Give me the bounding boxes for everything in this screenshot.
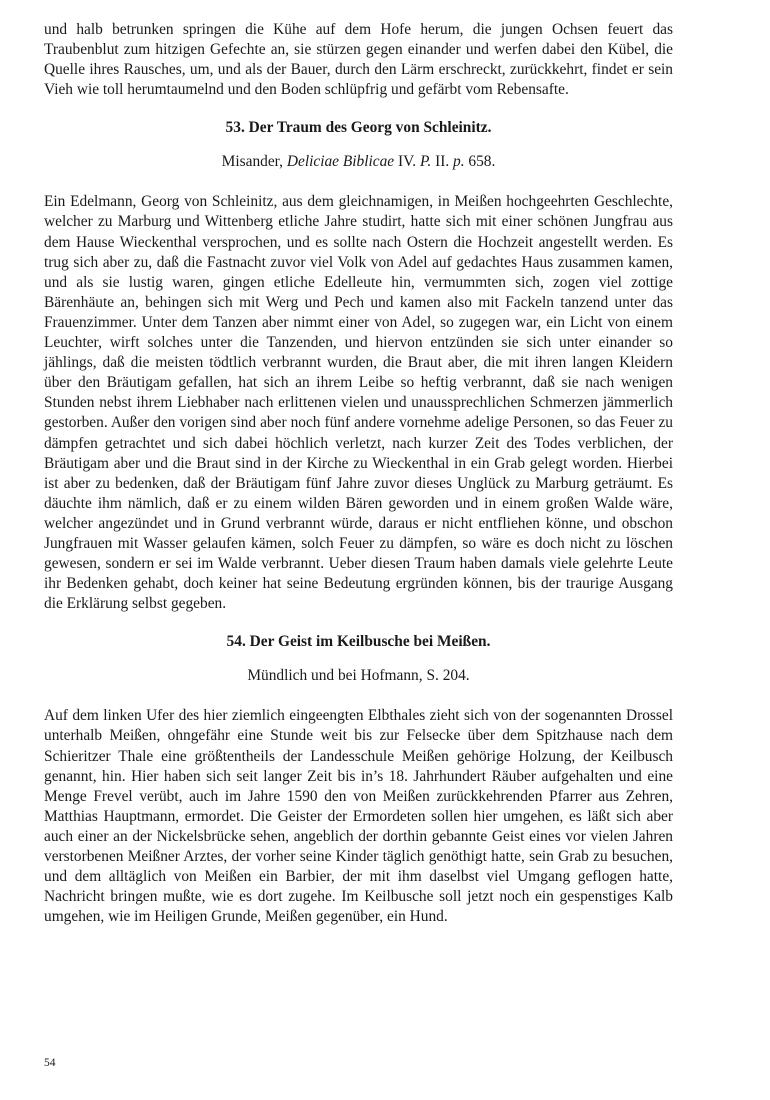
- section-54-title: 54. Der Geist im Keilbusche bei Meißen.: [226, 633, 491, 651]
- source-volume: IV.: [394, 153, 420, 171]
- source-page-label: p.: [453, 153, 465, 171]
- source-author: Misander,: [221, 153, 287, 171]
- section-54-paragraph: Auf dem linken Ufer des hier ziemlich eingeengten Elbthales zieht sich von der sogenannten Drossel unterhalb Meißen, ohngefähr eine Stunde weit bis zur Felsecke über dem Spitzhause nach dem Schieritzer Thale eine größtentheils der Landesschule Meißen gehörige Holzung, der Keilbusch genannt, hin. Hier haben sich seit langer Zeit bis in’s 18. Jahrhundert Räuber aufgehalten und eine Menge Frevel verübt, auch im Jahre 1590 den von Meißen zurückkehrenden Pfarrer aus Zehren, Matthias Hauptmann, ermordet. Die Geister der Ermordeten sollen hier umgehen, es läßt sich aber auch einer an der Nickelsbrücke sehen, angeblich der dorthin gebannte Geist eines vor vielen Jahren verstorbenen Meißner Arztes, der vorher seine Kinder täglich genöthigt hatte, sein Grab zu besuchen, und dem alltäglich von Meißen ein Barbier, der mit ihm daselbst viel Umgang geflogen hatte, Nachricht bringen mußte, wie es dort zugehe. Im Keilbusche soll jetzt noch ein gespenstiges Kalb umgehen, wie im Heiligen Grunde, Meißen gegenüber, ein Hund.: [44, 707, 673, 926]
- source-work: Deliciae Biblicae: [286, 153, 395, 171]
- section-54-source: Mündlich und bei Hofmann, S. 204.: [247, 667, 470, 685]
- section-53-title: 53. Der Traum des Georg von Schleinitz.: [225, 119, 492, 137]
- section-53-paragraph: Ein Edelmann, Georg von Schleinitz, aus dem gleichnamigen, in Meißen hochgeehrten Geschlechte, welcher zu Marburg und Wittenberg etliche Jahre studirt, hatte sich mit einer schönen Jungfrau aus dem Hause Wieckenthal versprochen, und es sollte nach Ostern die Hochzeit angestellt werden. Es trug sich aber zu, daß die Fastnacht zuvor viel Volk von Adel auf gedachtes Haus zusammen kamen, und als sie lustig waren, gingen etliche Edelleute hin, vermummten sich, zogen viel zottige Bärenhäute an, behingen sich mit Werg und Pech und kamen also mit Fackeln tanzend unter das Frauenzimmer. Unter dem Tanzen aber nimmt einer von Adel, so zugegen war, ein Licht von einem Leuchter, wirft solches unter die Tanzenden, und hiervon entzünden sie sich unter einander so jählings, daß die meisten tödtlich verbrannt wurden, die Braut aber, die mit ihren langen Kleidern über den Bräutigam gefallen, hat sich an ihrem Leibe so heftig verbrannt, daß sie nach wenigen Stunden nebst ihrem Liebhaber nach erlittenen vielen und unaussprechlichen Schmerzen jämmerlich gestorben. Außer den vorigen sind aber noch fünf andere vornehme adelige Personen, so das Feuer zu dämpfen getrachtet und sich dabei höchlich verletzt, nach kurzer Zeit des Todes verblichen, der Bräutigam aber und die Braut sind in der Kirche zu Wieckenthal in ein Grab gelegt worden. Hierbei ist aber zu bedenken, daß der Bräutigam fünf Jahre zuvor dieses Unglück zu Marburg geträumt. Es däuchte ihm nämlich, daß er zu einem wilden Bären geworden und in einem großen Walde wäre, welcher angezündet und in Grund verbrannt würde, daraus er nicht entfliehen könne, und obschon Jungfrauen mit Wasser gelaufen kämen, solch Feuer zu dämpfen, so wäre es doch nicht zu löschen gewesen, sondern er sei im Walde verbrannt. Ueber diesen Traum haben damals viele gelehrte Leute ihr Bedenken gehabt, doch keiner hat seine Bedeutung ergründen können, bis der traurige Ausgang die Erklärung selbst gegeben.: [44, 193, 673, 613]
- source-page: 658.: [464, 153, 496, 171]
- intro-paragraph: und halb betrunken springen die Kühe auf dem Hofe herum, die jungen Ochsen feuert das Traubenblut zum hitzigen Gefechte an, sie stürzen gegen einander und werfen dabei den Kübel, die Quelle ihres Rausches, um, und als der Bauer, durch den Lärm erschreckt, zurückkehrt, findet er sein Vieh wie toll herumtaumelnd und den Boden schlüpfrig und gefärbt vom Rebensafte.: [44, 21, 673, 99]
- source-part-label: P.: [419, 153, 432, 171]
- page-content: [44, 20, 673, 927]
- page-number: 54: [44, 1057, 56, 1069]
- source-part: II.: [431, 153, 454, 171]
- section-53-source: [44, 152, 673, 172]
